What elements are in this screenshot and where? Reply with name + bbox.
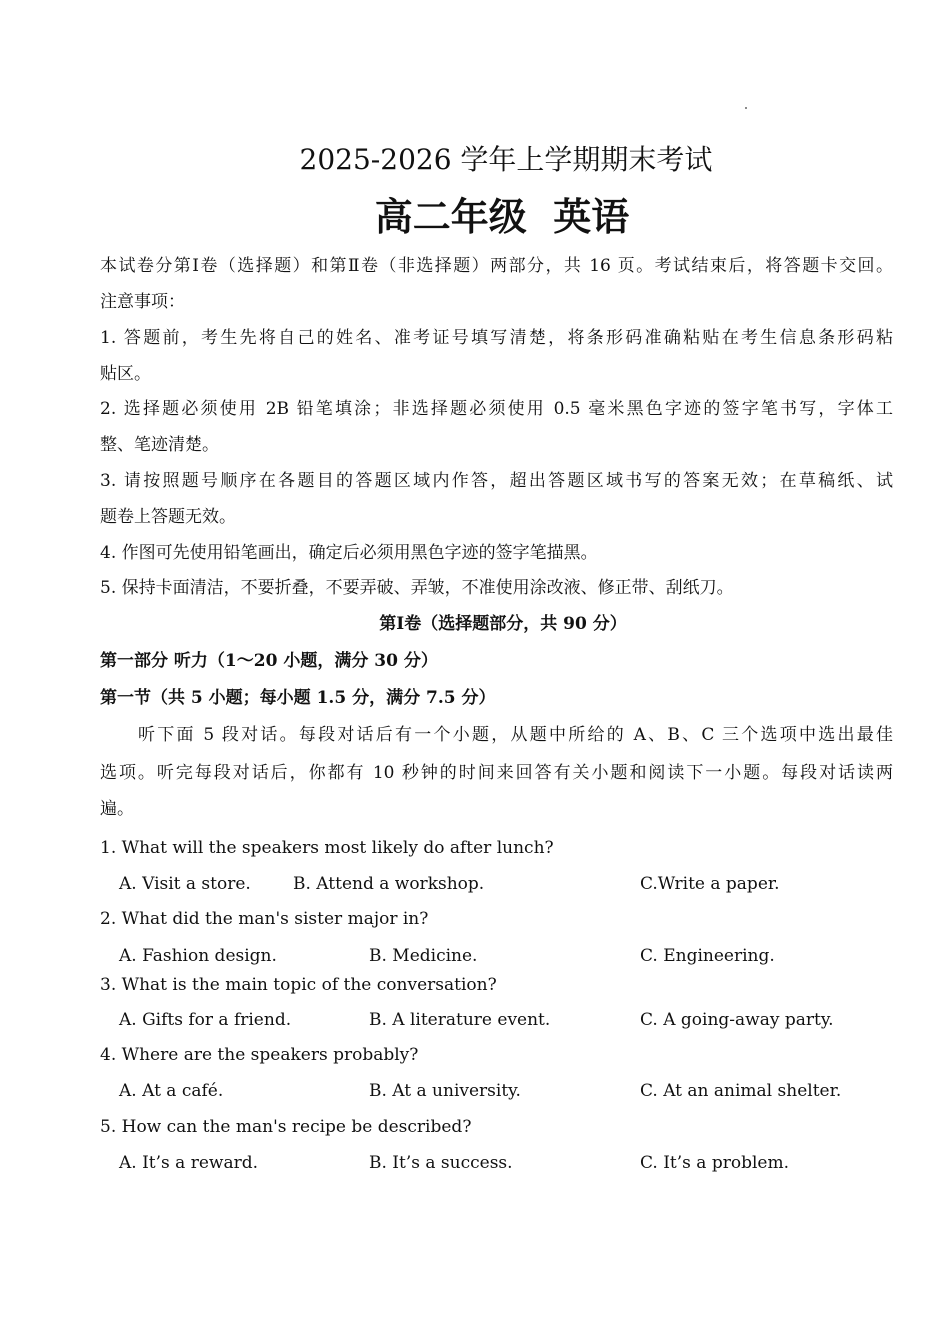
note-1-line-2: 贴区。 bbox=[100, 364, 151, 384]
note-1-line-1: 1. 答题前，考生先将自己的姓名、准考证号填写清楚，将条形码准确粘贴在考生信息条形码粘 bbox=[100, 328, 893, 348]
note-3-line-1: 3. 请按照题号顺序在各题目的答题区域内作答，超出答题区域书写的答案无效；在草稿纸、试 bbox=[100, 471, 893, 491]
question-3-option-b: B. A literature event. bbox=[369, 1010, 551, 1030]
question-4-option-b: B. At a university. bbox=[369, 1081, 521, 1101]
question-1-option-a: A. Visit a store. bbox=[119, 874, 251, 894]
question-1-option-b: B. Attend a workshop. bbox=[293, 874, 485, 894]
note-4: 4. 作图可先使用铅笔画出，确定后必须用黑色字迹的签字笔描黑。 bbox=[100, 543, 598, 563]
section-heading: 第一节（共 5 小题；每小题 1.5 分，满分 7.5 分） bbox=[100, 688, 496, 708]
instructions-line-3: 遍。 bbox=[100, 799, 134, 819]
question-2-option-c: C. Engineering. bbox=[640, 946, 775, 966]
instructions-line-2: 选项。听完每段对话后，你都有 10 秒钟的时间来回答有关小题和阅读下一小题。每段对话读两 bbox=[100, 763, 893, 783]
question-5-stem: 5. How can the man's recipe be described? bbox=[100, 1117, 472, 1137]
exam-year-heading: 2025-2026 学年上学期期末考试 bbox=[299, 143, 713, 176]
question-3-option-c: C. A going-away party. bbox=[640, 1010, 834, 1030]
exam-title: 高二年级 英语 bbox=[374, 195, 630, 239]
question-2-option-a: A. Fashion design. bbox=[119, 946, 277, 966]
question-4-option-a: A. At a café. bbox=[119, 1081, 224, 1101]
part-heading: 第一部分 听力（1～20 小题，满分 30 分） bbox=[100, 651, 438, 671]
question-2-option-b: B. Medicine. bbox=[369, 946, 478, 966]
note-5: 5. 保持卡面清洁，不要折叠，不要弄破、弄皱，不准使用涂改液、修正带、刮纸刀。 bbox=[100, 578, 734, 598]
question-5-option-a: A. It’s a reward. bbox=[119, 1153, 258, 1173]
question-3-stem: 3. What is the main topic of the conversation? bbox=[100, 975, 497, 995]
question-3-option-a: A. Gifts for a friend. bbox=[119, 1010, 292, 1030]
stray-dot bbox=[745, 107, 747, 109]
question-4-option-c: C. At an animal shelter. bbox=[640, 1081, 842, 1101]
note-2-line-1: 2. 选择题必须使用 2B 铅笔填涂；非选择题必须使用 0.5 毫米黑色字迹的签字笔书写，字体工 bbox=[100, 399, 893, 419]
question-2-stem: 2. What did the man's sister major in? bbox=[100, 909, 429, 929]
question-5-option-b: B. It’s a success. bbox=[369, 1153, 513, 1173]
question-5-option-c: C. It’s a problem. bbox=[640, 1153, 789, 1173]
intro-text: 本试卷分第Ⅰ卷（选择题）和第Ⅱ卷（非选择题）两部分，共 16 页。考试结束后，将答题卡交回。 bbox=[100, 256, 893, 276]
question-1-option-c: C.Write a paper. bbox=[640, 874, 780, 894]
volume-heading: 第Ⅰ卷（选择题部分，共 90 分） bbox=[379, 614, 627, 634]
note-2-line-2: 整、笔迹清楚。 bbox=[100, 435, 219, 455]
question-4-stem: 4. Where are the speakers probably? bbox=[100, 1045, 419, 1065]
instructions-line-1: 听下面 5 段对话。每段对话后有一个小题，从题中所给的 A、B、C 三个选项中选出最佳 bbox=[138, 725, 893, 745]
notes-heading: 注意事项： bbox=[100, 292, 185, 312]
question-1-stem: 1. What will the speakers most likely do after lunch? bbox=[100, 838, 554, 858]
note-3-line-2: 题卷上答题无效。 bbox=[100, 507, 236, 527]
